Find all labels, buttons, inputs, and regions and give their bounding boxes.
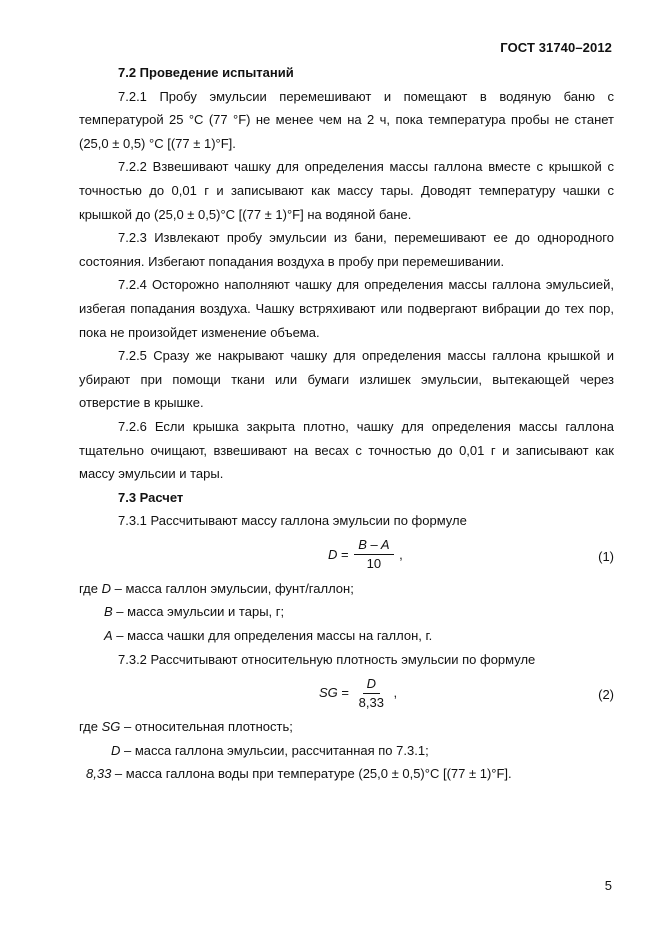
paragraph-7-2-1: 7.2.1 Пробу эмульсии перемешивают и помещают в водяную баню с температурой 25 °С (77 °F) не менее чем на 2 ч, пока температура пробы не станет (25,0 ± 0,5) °С [(77 ± 1)°F]. [79, 88, 614, 151]
formula-2-fraction [355, 675, 388, 712]
formula-2-numerator: D [363, 675, 380, 694]
formula-2-denominator: 8,33 [358, 694, 384, 710]
page-number: 5 [604, 878, 612, 893]
where-1-b-text: – масса эмульсии и тары, г; [112, 604, 285, 620]
where-2-sg-text: – относительная плотность; [120, 719, 293, 735]
where-2-water-text: – масса галлона воды при температуре (25,0 ± 0,5)°С [(77 ± 1)°F]. [111, 766, 512, 782]
formula-2-number: (2) [598, 687, 614, 703]
paragraph-7-3-2: 7.3.2 Рассчитывают относительную плотность эмульсии по формуле [118, 651, 536, 667]
where-1-d-var: D [101, 580, 111, 596]
where-1-a-var: A [104, 628, 113, 644]
formula-1-number: (1) [598, 548, 614, 564]
formula-1-lhs: D [328, 547, 338, 563]
where-2-d-text: – масса галлона эмульсии, рассчитанная по 7.3.1; [120, 742, 429, 758]
standard-code: ГОСТ 31740–2012 [500, 40, 612, 55]
section-heading-7-2: 7.2 Проведение испытаний [118, 65, 294, 80]
document-body [79, 61, 614, 786]
where-1-b [79, 600, 614, 624]
formula-2-lhs: SG [319, 685, 338, 701]
where-2-sg [79, 715, 614, 739]
where-2-prefix: где [79, 719, 102, 735]
formula-2-equals: = [337, 685, 353, 701]
paragraph-7-2-3: 7.2.3 Извлекают пробу эмульсии из бани, перемешивают ее до однородного состояния. Избегают попадания воздуха в пробу при перемешивании. [79, 230, 614, 269]
formula-2 [79, 671, 614, 715]
where-2-d [79, 739, 614, 763]
where-2-water [79, 762, 614, 786]
formula-1-expression [328, 533, 403, 577]
formula-1-numerator: B – A [354, 536, 393, 555]
where-1-d [79, 577, 614, 601]
section-heading-7-3: 7.3 Расчет [118, 489, 184, 505]
paragraph-7-2-2: 7.2.2 Взвешивают чашку для определения массы галлона вместе с крышкой с точностью до 0,01 г и записывают как массу тары. Доводят температуру чашки с крышкой до (25,0 ± 0,5)°С [(77 ± 1)°F] на водяной бане. [79, 159, 614, 222]
paragraph-7-2-5: 7.2.5 Сразу же накрывают чашку для определения массы галлона крышкой и убирают при помощи ткани или бумаги излишек эмульсии, вытекающей через отверстие в крышке. [79, 348, 614, 411]
where-2-sg-var: SG [101, 719, 121, 735]
where-1-prefix: где [79, 580, 102, 596]
paragraph-7-2-4: 7.2.4 Осторожно наполняют чашку для определения массы галлона эмульсией, избегая попадания воздуха. Чашку встряхивают или подвергают вибрации до тех пор, пока не произойдет изменение объема. [79, 277, 614, 340]
where-1-a [79, 624, 614, 648]
formula-2-expression [319, 671, 397, 715]
formula-1 [79, 533, 614, 577]
formula-1-denominator: 10 [366, 556, 382, 572]
where-1-b-var: B [104, 604, 113, 620]
where-2-water-var: 8,33 [86, 766, 112, 782]
where-2-d-var: D [111, 742, 121, 758]
where-1-d-text: – масса галлон эмульсии, фунт/галлон; [110, 580, 354, 596]
formula-1-fraction [354, 536, 393, 573]
where-1-a-text: – масса чашки для определения массы на галлон, г. [112, 628, 433, 644]
formula-1-tail: , [395, 547, 403, 563]
formula-1-equals: = [337, 547, 353, 563]
paragraph-7-2-6: 7.2.6 Если крышка закрыта плотно, чашку для определения массы галлона тщательно очищают, взвешивают на весах с точностью до 0,01 г и записывают как массу эмульсии и тары. [79, 418, 614, 482]
formula-2-tail: , [389, 685, 398, 701]
paragraph-7-3-1: 7.3.1 Рассчитывают массу галлона эмульсии по формуле [118, 513, 467, 529]
